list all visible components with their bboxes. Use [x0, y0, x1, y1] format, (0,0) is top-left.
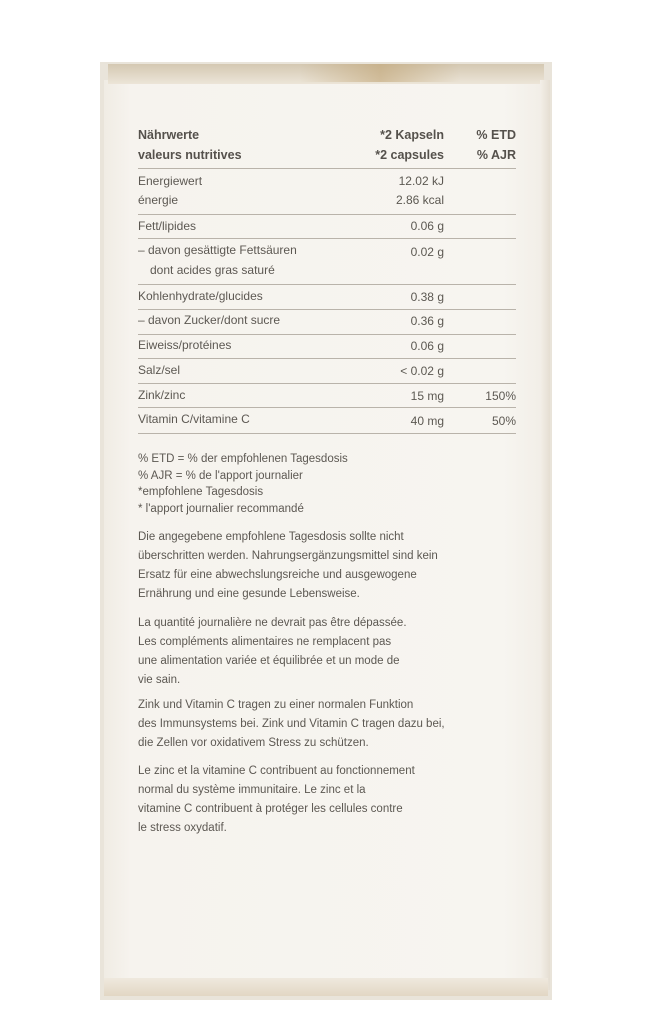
- nutrient-label: Energiewert: [138, 174, 203, 188]
- footnote-line: % AJR = % de l'apport journalier: [138, 469, 303, 482]
- header-label-de: Nährwerte: [138, 128, 200, 142]
- paragraph-line: La quantité journalière ne devrait pas être dépassée.: [138, 617, 407, 629]
- nutrient-amount: 0.06 g: [410, 219, 444, 233]
- paragraph-line: die Zellen vor oxidativem Stress zu schützen.: [138, 737, 369, 749]
- nutrient-amount: 12.02 kJ: [398, 174, 444, 188]
- box-bottom-flap: [104, 978, 548, 996]
- nutrient-amount: 0.06 g: [410, 339, 444, 353]
- nutrient-label: Fett/lipides: [138, 219, 197, 233]
- footnote-line: % ETD = % der empfohlenen Tagesdosis: [138, 453, 348, 465]
- table-rule: [138, 358, 516, 359]
- nutrient-label: – davon Zucker/dont sucre: [138, 313, 281, 327]
- header-pct-fr: % AJR: [476, 148, 516, 162]
- table-rule: [138, 407, 516, 408]
- nutrient-label: Zink/zinc: [138, 388, 186, 402]
- nutrient-label: Vitamin C/vitamine C: [138, 412, 250, 426]
- paragraph-line: Le zinc et la vitamine C contribuent au fonctionnement: [138, 765, 415, 777]
- footnote-line: *empfohlene Tagesdosis: [138, 486, 264, 498]
- nutrient-amount: 0.36 g: [410, 314, 444, 328]
- header-serving-fr: *2 capsules: [375, 148, 444, 162]
- nutrient-amount: 40 mg: [410, 414, 444, 428]
- table-rule: [138, 433, 516, 434]
- paragraph-claims-de: [138, 696, 518, 753]
- table-rule: [138, 238, 516, 239]
- table-rule: [138, 168, 516, 169]
- nutrient-label: Kohlenhydrate/glucides: [138, 289, 263, 303]
- header-serving-de: *2 Kapseln: [380, 128, 444, 142]
- paragraph-line: Die angegebene empfohlene Tagesdosis sollte nicht: [138, 531, 404, 543]
- nutrient-pct: 50%: [491, 414, 516, 428]
- paragraph-line: une alimentation variée et équilibrée et un mode de: [138, 655, 400, 667]
- paragraph-line: normal du système immunitaire. Le zinc et la: [138, 784, 366, 796]
- table-rule: [138, 334, 516, 335]
- paragraph-line: vie sain.: [138, 674, 181, 686]
- paragraph-dosage-fr: [138, 614, 518, 690]
- table-rule: [138, 214, 516, 215]
- nutrient-pct: 150%: [485, 389, 516, 403]
- nutrient-amount: 0.38 g: [410, 290, 444, 304]
- table-rule: [138, 284, 516, 285]
- paragraph-line: Zink und Vitamin C tragen zu einer normalen Funktion: [138, 699, 414, 711]
- footnotes: [138, 451, 518, 517]
- nutrient-label: Salz/sel: [138, 363, 181, 377]
- nutrient-amount: 0.02 g: [410, 245, 444, 259]
- paragraph-claims-fr: [138, 762, 518, 838]
- paragraph-line: Ernährung und eine gesunde Lebensweise.: [138, 588, 360, 600]
- nutrient-label: dont acides gras saturé: [150, 263, 275, 277]
- table-rule: [138, 309, 516, 310]
- nutrient-amount: < 0.02 g: [400, 364, 444, 378]
- nutrient-amount: 2.86 kcal: [395, 193, 444, 207]
- paragraph-line: überschritten werden. Nahrungsergänzungsmittel sind kein: [138, 550, 438, 562]
- table-rule: [138, 383, 516, 384]
- paragraph-line: Ersatz für eine abwechslungsreiche und ausgewogene: [138, 569, 417, 581]
- box-top-shade: [300, 64, 460, 82]
- header-label-fr: valeurs nutritives: [138, 148, 242, 162]
- paragraph-line: Les compléments alimentaires ne remplacent pas: [138, 636, 392, 648]
- nutrient-label: – davon gesättigte Fettsäuren: [138, 243, 297, 257]
- paragraph-line: le stress oxydatif.: [138, 822, 227, 834]
- paragraph-dosage-de: [138, 528, 518, 604]
- nutrient-amount: 15 mg: [410, 389, 444, 403]
- header-pct-de: % ETD: [476, 128, 516, 142]
- paragraph-line: des Immunsystems bei. Zink und Vitamin C tragen dazu bei,: [138, 718, 445, 730]
- box-right-edge: [540, 80, 550, 990]
- nutrient-label: énergie: [138, 193, 179, 207]
- nutrient-label: Eiweiss/protéines: [138, 338, 232, 352]
- paragraph-line: vitamine C contribuent à protéger les cellules contre: [138, 803, 403, 815]
- footnote-line: * l'apport journalier recommandé: [138, 502, 304, 515]
